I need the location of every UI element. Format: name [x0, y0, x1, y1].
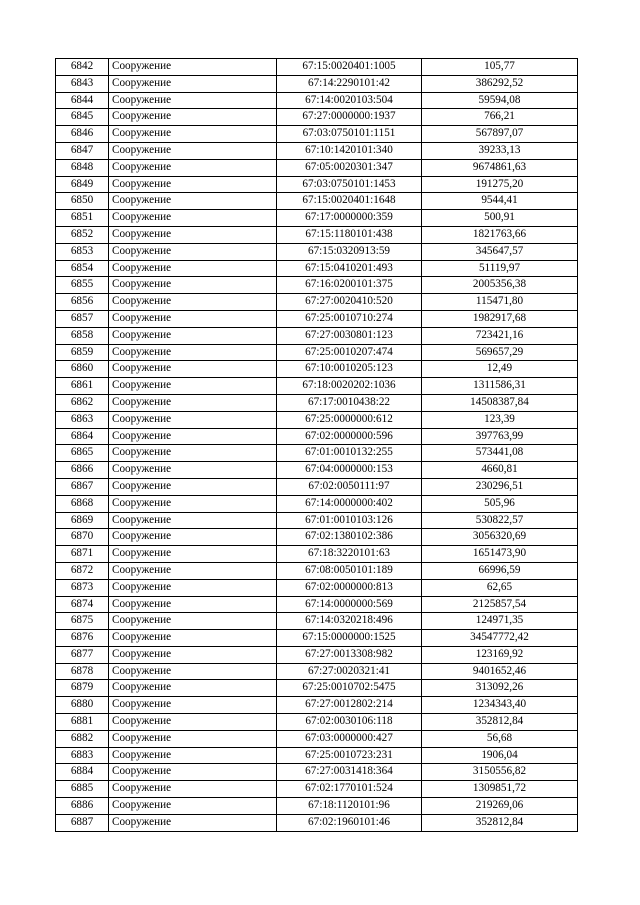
cadastral-number-cell: 67:02:1380102:386 [277, 529, 422, 546]
object-type-cell: Сооружение [109, 428, 277, 445]
registry-table [55, 58, 578, 832]
value-cell: 191275,20 [422, 176, 578, 193]
value-cell: 313092,26 [422, 680, 578, 697]
cadastral-number-cell: 67:04:0000000:153 [277, 462, 422, 479]
value-cell: 51119,97 [422, 260, 578, 277]
value-cell: 1311586,31 [422, 378, 578, 395]
object-type-cell: Сооружение [109, 344, 277, 361]
value-cell: 1982917,68 [422, 310, 578, 327]
cadastral-number-cell: 67:18:3220101:63 [277, 546, 422, 563]
row-number-cell: 6864 [56, 428, 109, 445]
object-type-cell: Сооружение [109, 378, 277, 395]
table-row [56, 529, 578, 546]
cadastral-number-cell: 67:03:0000000:427 [277, 730, 422, 747]
cadastral-number-cell: 67:27:0013308:982 [277, 646, 422, 663]
value-cell: 505,96 [422, 495, 578, 512]
registry-table-body [56, 59, 578, 832]
cadastral-number-cell: 67:17:0010438:22 [277, 394, 422, 411]
row-number-cell: 6844 [56, 92, 109, 109]
object-type-cell: Сооружение [109, 562, 277, 579]
value-cell: 105,77 [422, 59, 578, 76]
table-row [56, 613, 578, 630]
value-cell: 3150556,82 [422, 764, 578, 781]
row-number-cell: 6884 [56, 764, 109, 781]
table-row [56, 428, 578, 445]
value-cell: 12,49 [422, 361, 578, 378]
table-row [56, 378, 578, 395]
row-number-cell: 6863 [56, 411, 109, 428]
row-number-cell: 6849 [56, 176, 109, 193]
cadastral-number-cell: 67:25:0010710:274 [277, 310, 422, 327]
table-row [56, 59, 578, 76]
row-number-cell: 6873 [56, 579, 109, 596]
row-number-cell: 6845 [56, 109, 109, 126]
object-type-cell: Сооружение [109, 310, 277, 327]
row-number-cell: 6871 [56, 546, 109, 563]
row-number-cell: 6854 [56, 260, 109, 277]
value-cell: 115471,80 [422, 294, 578, 311]
value-cell: 14508387,84 [422, 394, 578, 411]
table-row [56, 109, 578, 126]
cadastral-number-cell: 67:17:0000000:359 [277, 210, 422, 227]
table-row [56, 680, 578, 697]
object-type-cell: Сооружение [109, 747, 277, 764]
object-type-cell: Сооружение [109, 764, 277, 781]
value-cell: 123169,92 [422, 646, 578, 663]
row-number-cell: 6872 [56, 562, 109, 579]
row-number-cell: 6869 [56, 512, 109, 529]
cadastral-number-cell: 67:10:1420101:340 [277, 142, 422, 159]
object-type-cell: Сооружение [109, 596, 277, 613]
value-cell: 39233,13 [422, 142, 578, 159]
cadastral-number-cell: 67:27:0020321:41 [277, 663, 422, 680]
object-type-cell: Сооружение [109, 714, 277, 731]
row-number-cell: 6846 [56, 126, 109, 143]
row-number-cell: 6843 [56, 75, 109, 92]
row-number-cell: 6879 [56, 680, 109, 697]
cadastral-number-cell: 67:10:0010205:123 [277, 361, 422, 378]
value-cell: 66996,59 [422, 562, 578, 579]
value-cell: 386292,52 [422, 75, 578, 92]
row-number-cell: 6851 [56, 210, 109, 227]
object-type-cell: Сооружение [109, 630, 277, 647]
value-cell: 1821763,66 [422, 226, 578, 243]
object-type-cell: Сооружение [109, 92, 277, 109]
cadastral-number-cell: 67:02:0050111:97 [277, 478, 422, 495]
table-row [56, 546, 578, 563]
table-row [56, 562, 578, 579]
value-cell: 1906,04 [422, 747, 578, 764]
row-number-cell: 6867 [56, 478, 109, 495]
row-number-cell: 6865 [56, 445, 109, 462]
value-cell: 2005356,38 [422, 277, 578, 294]
value-cell: 9401652,46 [422, 663, 578, 680]
table-row [56, 394, 578, 411]
row-number-cell: 6881 [56, 714, 109, 731]
object-type-cell: Сооружение [109, 59, 277, 76]
object-type-cell: Сооружение [109, 361, 277, 378]
row-number-cell: 6862 [56, 394, 109, 411]
object-type-cell: Сооружение [109, 546, 277, 563]
value-cell: 500,91 [422, 210, 578, 227]
value-cell: 123,39 [422, 411, 578, 428]
cadastral-number-cell: 67:02:0000000:596 [277, 428, 422, 445]
table-row [56, 75, 578, 92]
table-row [56, 126, 578, 143]
table-row [56, 663, 578, 680]
row-number-cell: 6855 [56, 277, 109, 294]
cadastral-number-cell: 67:01:0010103:126 [277, 512, 422, 529]
cadastral-number-cell: 67:25:0010207:474 [277, 344, 422, 361]
row-number-cell: 6861 [56, 378, 109, 395]
value-cell: 9544,41 [422, 193, 578, 210]
cadastral-number-cell: 67:14:0000000:402 [277, 495, 422, 512]
object-type-cell: Сооружение [109, 159, 277, 176]
object-type-cell: Сооружение [109, 579, 277, 596]
object-type-cell: Сооружение [109, 512, 277, 529]
cadastral-number-cell: 67:27:0030801:123 [277, 327, 422, 344]
cadastral-number-cell: 67:14:0000000:569 [277, 596, 422, 613]
table-row [56, 193, 578, 210]
row-number-cell: 6876 [56, 630, 109, 647]
row-number-cell: 6860 [56, 361, 109, 378]
table-row [56, 512, 578, 529]
table-row [56, 277, 578, 294]
table-row [56, 798, 578, 815]
row-number-cell: 6858 [56, 327, 109, 344]
value-cell: 3056320,69 [422, 529, 578, 546]
cadastral-number-cell: 67:02:1960101:46 [277, 814, 422, 831]
cadastral-number-cell: 67:25:0010723:231 [277, 747, 422, 764]
table-row [56, 781, 578, 798]
cadastral-number-cell: 67:27:0020410:520 [277, 294, 422, 311]
row-number-cell: 6878 [56, 663, 109, 680]
cadastral-number-cell: 67:08:0050101:189 [277, 562, 422, 579]
table-row [56, 579, 578, 596]
table-row [56, 630, 578, 647]
value-cell: 219269,06 [422, 798, 578, 815]
value-cell: 4660,81 [422, 462, 578, 479]
table-row [56, 92, 578, 109]
row-number-cell: 6848 [56, 159, 109, 176]
object-type-cell: Сооружение [109, 730, 277, 747]
object-type-cell: Сооружение [109, 394, 277, 411]
value-cell: 1309851,72 [422, 781, 578, 798]
row-number-cell: 6842 [56, 59, 109, 76]
cadastral-number-cell: 67:14:0320218:496 [277, 613, 422, 630]
object-type-cell: Сооружение [109, 646, 277, 663]
row-number-cell: 6870 [56, 529, 109, 546]
cadastral-number-cell: 67:02:0030106:118 [277, 714, 422, 731]
table-row [56, 646, 578, 663]
object-type-cell: Сооружение [109, 462, 277, 479]
value-cell: 124971,35 [422, 613, 578, 630]
value-cell: 569657,29 [422, 344, 578, 361]
table-row [56, 159, 578, 176]
table-row [56, 411, 578, 428]
cadastral-number-cell: 67:15:0020401:1005 [277, 59, 422, 76]
cadastral-number-cell: 67:15:0410201:493 [277, 260, 422, 277]
object-type-cell: Сооружение [109, 798, 277, 815]
cadastral-number-cell: 67:15:0320913:59 [277, 243, 422, 260]
table-row [56, 226, 578, 243]
row-number-cell: 6859 [56, 344, 109, 361]
row-number-cell: 6882 [56, 730, 109, 747]
object-type-cell: Сооружение [109, 663, 277, 680]
document-page [55, 58, 578, 832]
object-type-cell: Сооружение [109, 142, 277, 159]
value-cell: 34547772,42 [422, 630, 578, 647]
object-type-cell: Сооружение [109, 277, 277, 294]
row-number-cell: 6852 [56, 226, 109, 243]
object-type-cell: Сооружение [109, 478, 277, 495]
value-cell: 352812,84 [422, 814, 578, 831]
object-type-cell: Сооружение [109, 126, 277, 143]
object-type-cell: Сооружение [109, 176, 277, 193]
cadastral-number-cell: 67:02:1770101:524 [277, 781, 422, 798]
value-cell: 1651473,90 [422, 546, 578, 563]
object-type-cell: Сооружение [109, 75, 277, 92]
table-row [56, 596, 578, 613]
cadastral-number-cell: 67:15:1180101:438 [277, 226, 422, 243]
table-row [56, 714, 578, 731]
row-number-cell: 6887 [56, 814, 109, 831]
value-cell: 1234343,40 [422, 697, 578, 714]
row-number-cell: 6847 [56, 142, 109, 159]
row-number-cell: 6868 [56, 495, 109, 512]
row-number-cell: 6850 [56, 193, 109, 210]
value-cell: 567897,07 [422, 126, 578, 143]
value-cell: 9674861,63 [422, 159, 578, 176]
cadastral-number-cell: 67:18:0020202:1036 [277, 378, 422, 395]
object-type-cell: Сооружение [109, 260, 277, 277]
cadastral-number-cell: 67:05:0020301:347 [277, 159, 422, 176]
object-type-cell: Сооружение [109, 294, 277, 311]
cadastral-number-cell: 67:14:0020103:504 [277, 92, 422, 109]
row-number-cell: 6853 [56, 243, 109, 260]
table-row [56, 344, 578, 361]
object-type-cell: Сооружение [109, 210, 277, 227]
cadastral-number-cell: 67:15:0000000:1525 [277, 630, 422, 647]
table-row [56, 142, 578, 159]
table-row [56, 730, 578, 747]
cadastral-number-cell: 67:03:0750101:1453 [277, 176, 422, 193]
cadastral-number-cell: 67:25:0000000:612 [277, 411, 422, 428]
object-type-cell: Сооружение [109, 613, 277, 630]
object-type-cell: Сооружение [109, 327, 277, 344]
row-number-cell: 6885 [56, 781, 109, 798]
object-type-cell: Сооружение [109, 193, 277, 210]
object-type-cell: Сооружение [109, 680, 277, 697]
table-row [56, 243, 578, 260]
cadastral-number-cell: 67:27:0031418:364 [277, 764, 422, 781]
table-row [56, 176, 578, 193]
table-row [56, 478, 578, 495]
table-row [56, 445, 578, 462]
value-cell: 530822,57 [422, 512, 578, 529]
value-cell: 59594,08 [422, 92, 578, 109]
cadastral-number-cell: 67:15:0020401:1648 [277, 193, 422, 210]
table-row [56, 747, 578, 764]
object-type-cell: Сооружение [109, 814, 277, 831]
table-row [56, 327, 578, 344]
row-number-cell: 6877 [56, 646, 109, 663]
value-cell: 397763,99 [422, 428, 578, 445]
table-row [56, 310, 578, 327]
table-row [56, 361, 578, 378]
object-type-cell: Сооружение [109, 495, 277, 512]
cadastral-number-cell: 67:27:0012802:214 [277, 697, 422, 714]
value-cell: 2125857,54 [422, 596, 578, 613]
value-cell: 723421,16 [422, 327, 578, 344]
value-cell: 62,65 [422, 579, 578, 596]
row-number-cell: 6857 [56, 310, 109, 327]
object-type-cell: Сооружение [109, 109, 277, 126]
cadastral-number-cell: 67:03:0750101:1151 [277, 126, 422, 143]
value-cell: 573441,08 [422, 445, 578, 462]
object-type-cell: Сооружение [109, 226, 277, 243]
value-cell: 56,68 [422, 730, 578, 747]
row-number-cell: 6886 [56, 798, 109, 815]
table-row [56, 260, 578, 277]
cadastral-number-cell: 67:18:1120101:96 [277, 798, 422, 815]
cadastral-number-cell: 67:02:0000000:813 [277, 579, 422, 596]
object-type-cell: Сооружение [109, 781, 277, 798]
table-row [56, 814, 578, 831]
row-number-cell: 6875 [56, 613, 109, 630]
object-type-cell: Сооружение [109, 243, 277, 260]
object-type-cell: Сооружение [109, 411, 277, 428]
value-cell: 766,21 [422, 109, 578, 126]
table-row [56, 462, 578, 479]
cadastral-number-cell: 67:27:0000000:1937 [277, 109, 422, 126]
row-number-cell: 6874 [56, 596, 109, 613]
row-number-cell: 6866 [56, 462, 109, 479]
table-row [56, 495, 578, 512]
row-number-cell: 6883 [56, 747, 109, 764]
table-row [56, 294, 578, 311]
row-number-cell: 6880 [56, 697, 109, 714]
cadastral-number-cell: 67:25:0010702:5475 [277, 680, 422, 697]
table-row [56, 764, 578, 781]
value-cell: 230296,51 [422, 478, 578, 495]
cadastral-number-cell: 67:16:0200101:375 [277, 277, 422, 294]
cadastral-number-cell: 67:14:2290101:42 [277, 75, 422, 92]
row-number-cell: 6856 [56, 294, 109, 311]
object-type-cell: Сооружение [109, 697, 277, 714]
object-type-cell: Сооружение [109, 529, 277, 546]
value-cell: 352812,84 [422, 714, 578, 731]
table-row [56, 210, 578, 227]
cadastral-number-cell: 67:01:0010132:255 [277, 445, 422, 462]
object-type-cell: Сооружение [109, 445, 277, 462]
value-cell: 345647,57 [422, 243, 578, 260]
table-row [56, 697, 578, 714]
